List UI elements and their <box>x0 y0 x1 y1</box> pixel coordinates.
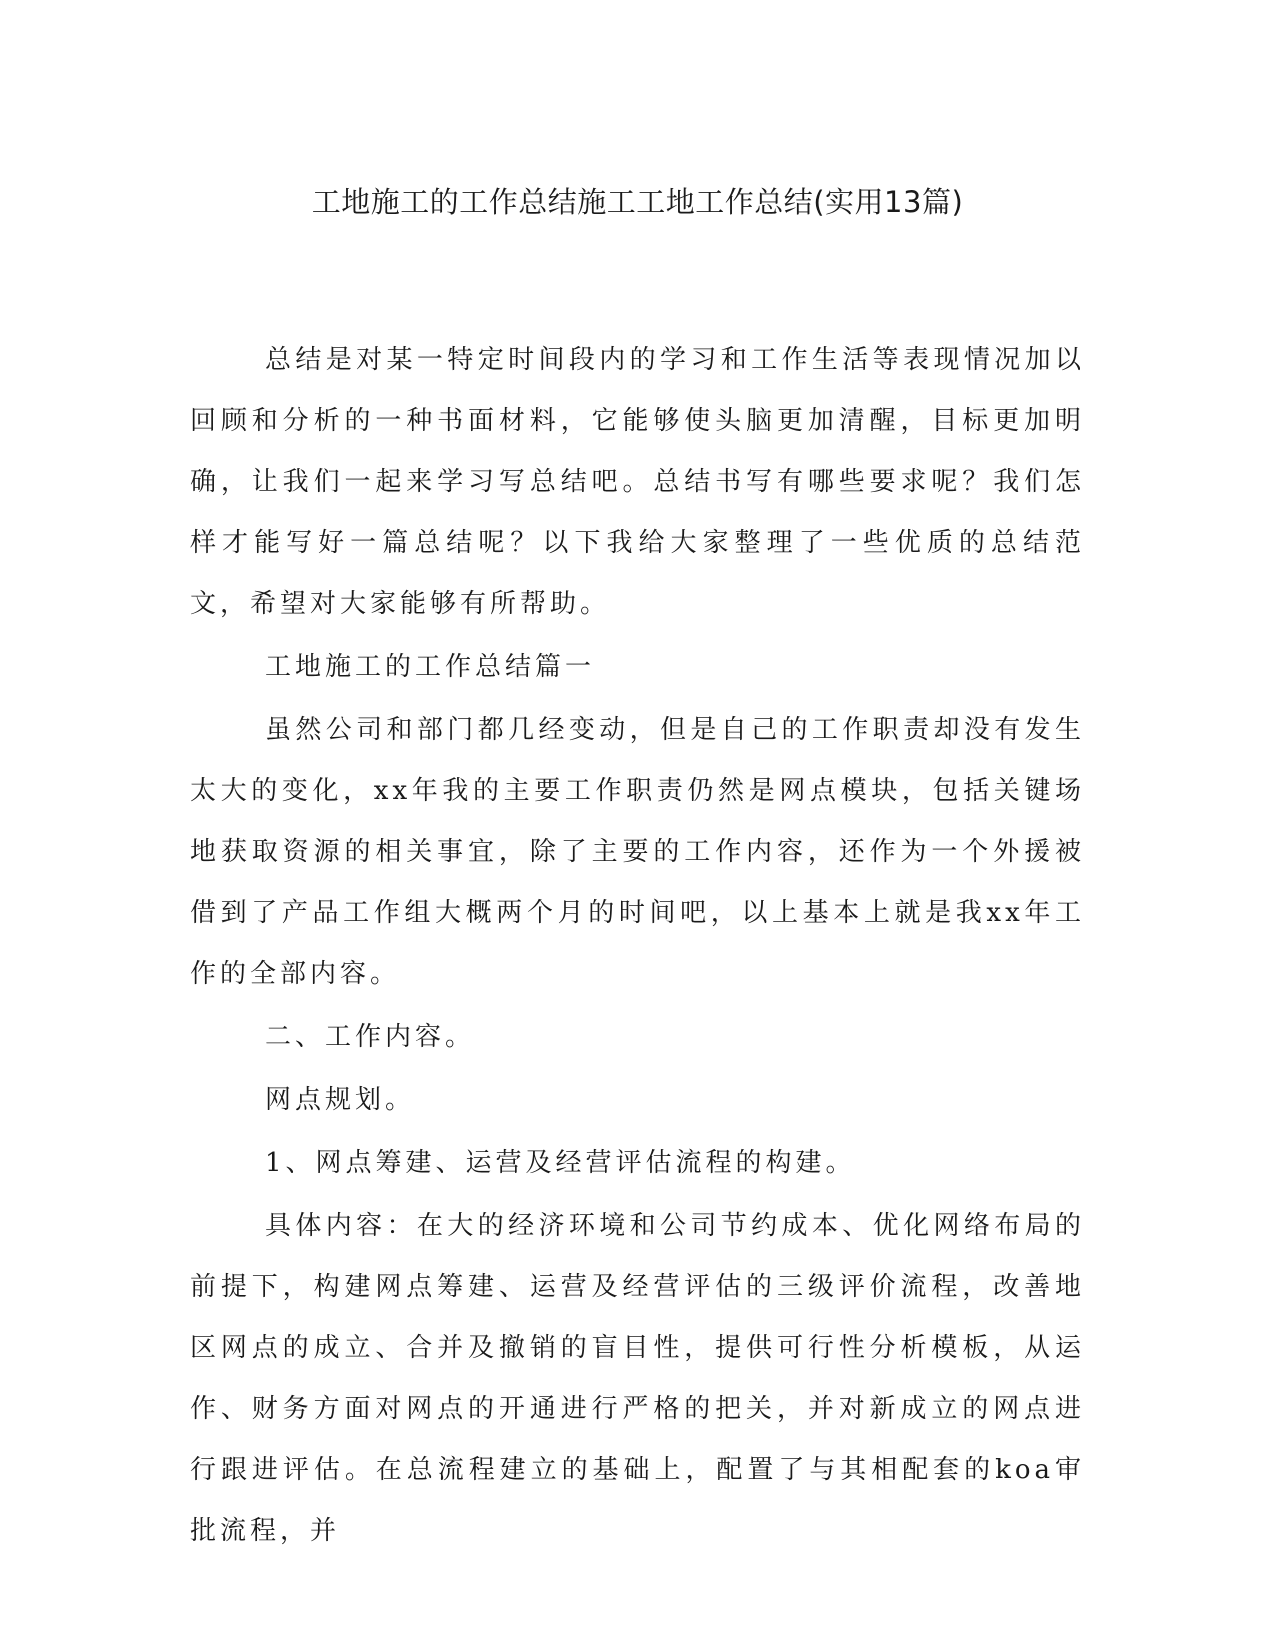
section-heading-part-one: 工地施工的工作总结篇一 <box>265 652 596 682</box>
document-title: 工地施工的工作总结施工工地工作总结(实用13篇) <box>311 185 964 219</box>
section-heading-work-content: 二、工作内容。 <box>265 1022 476 1052</box>
document-body <box>190 330 1085 1564</box>
paragraph-intro: 总结是对某一特定时间段内的学习和工作生活等表现情况加以回顾和分析的一种书面材料，它能够使头脑更加清醒，目标更加明确，让我们一起来学习写总结吧。总结书写有哪些要求呢？我们怎样才能写好一篇总结呢？以下我给大家整理了一些优质的总结范文，希望对大家能够有所帮助。 <box>190 345 1085 619</box>
subheading-outlet-planning: 网点规划。 <box>265 1085 416 1115</box>
paragraph-specific-content: 具体内容：在大的经济环境和公司节约成本、优化网络布局的前提下，构建网点筹建、运营及经营评估的三级评价流程，改善地区网点的成立、合并及撤销的盲目性，提供可行性分析模板，从运作、财务方面对网点的开通进行严格的把关，并对新成立的网点进行跟进评估。在总流程建立的基础上，配置了与其相配套的koa审批流程，并 <box>190 1211 1085 1546</box>
paragraph-responsibilities: 虽然公司和部门都几经变动，但是自己的工作职责却没有发生太大的变化，xx年我的主要工作职责仍然是网点模块，包括关键场地获取资源的相关事宜，除了主要的工作内容，还作为一个外援被借到了产品工作组大概两个月的时间吧，以上基本上就是我xx年工作的全部内容。 <box>190 715 1085 989</box>
list-item-1: 1、网点筹建、运营及经营评估流程的构建。 <box>265 1148 856 1178</box>
